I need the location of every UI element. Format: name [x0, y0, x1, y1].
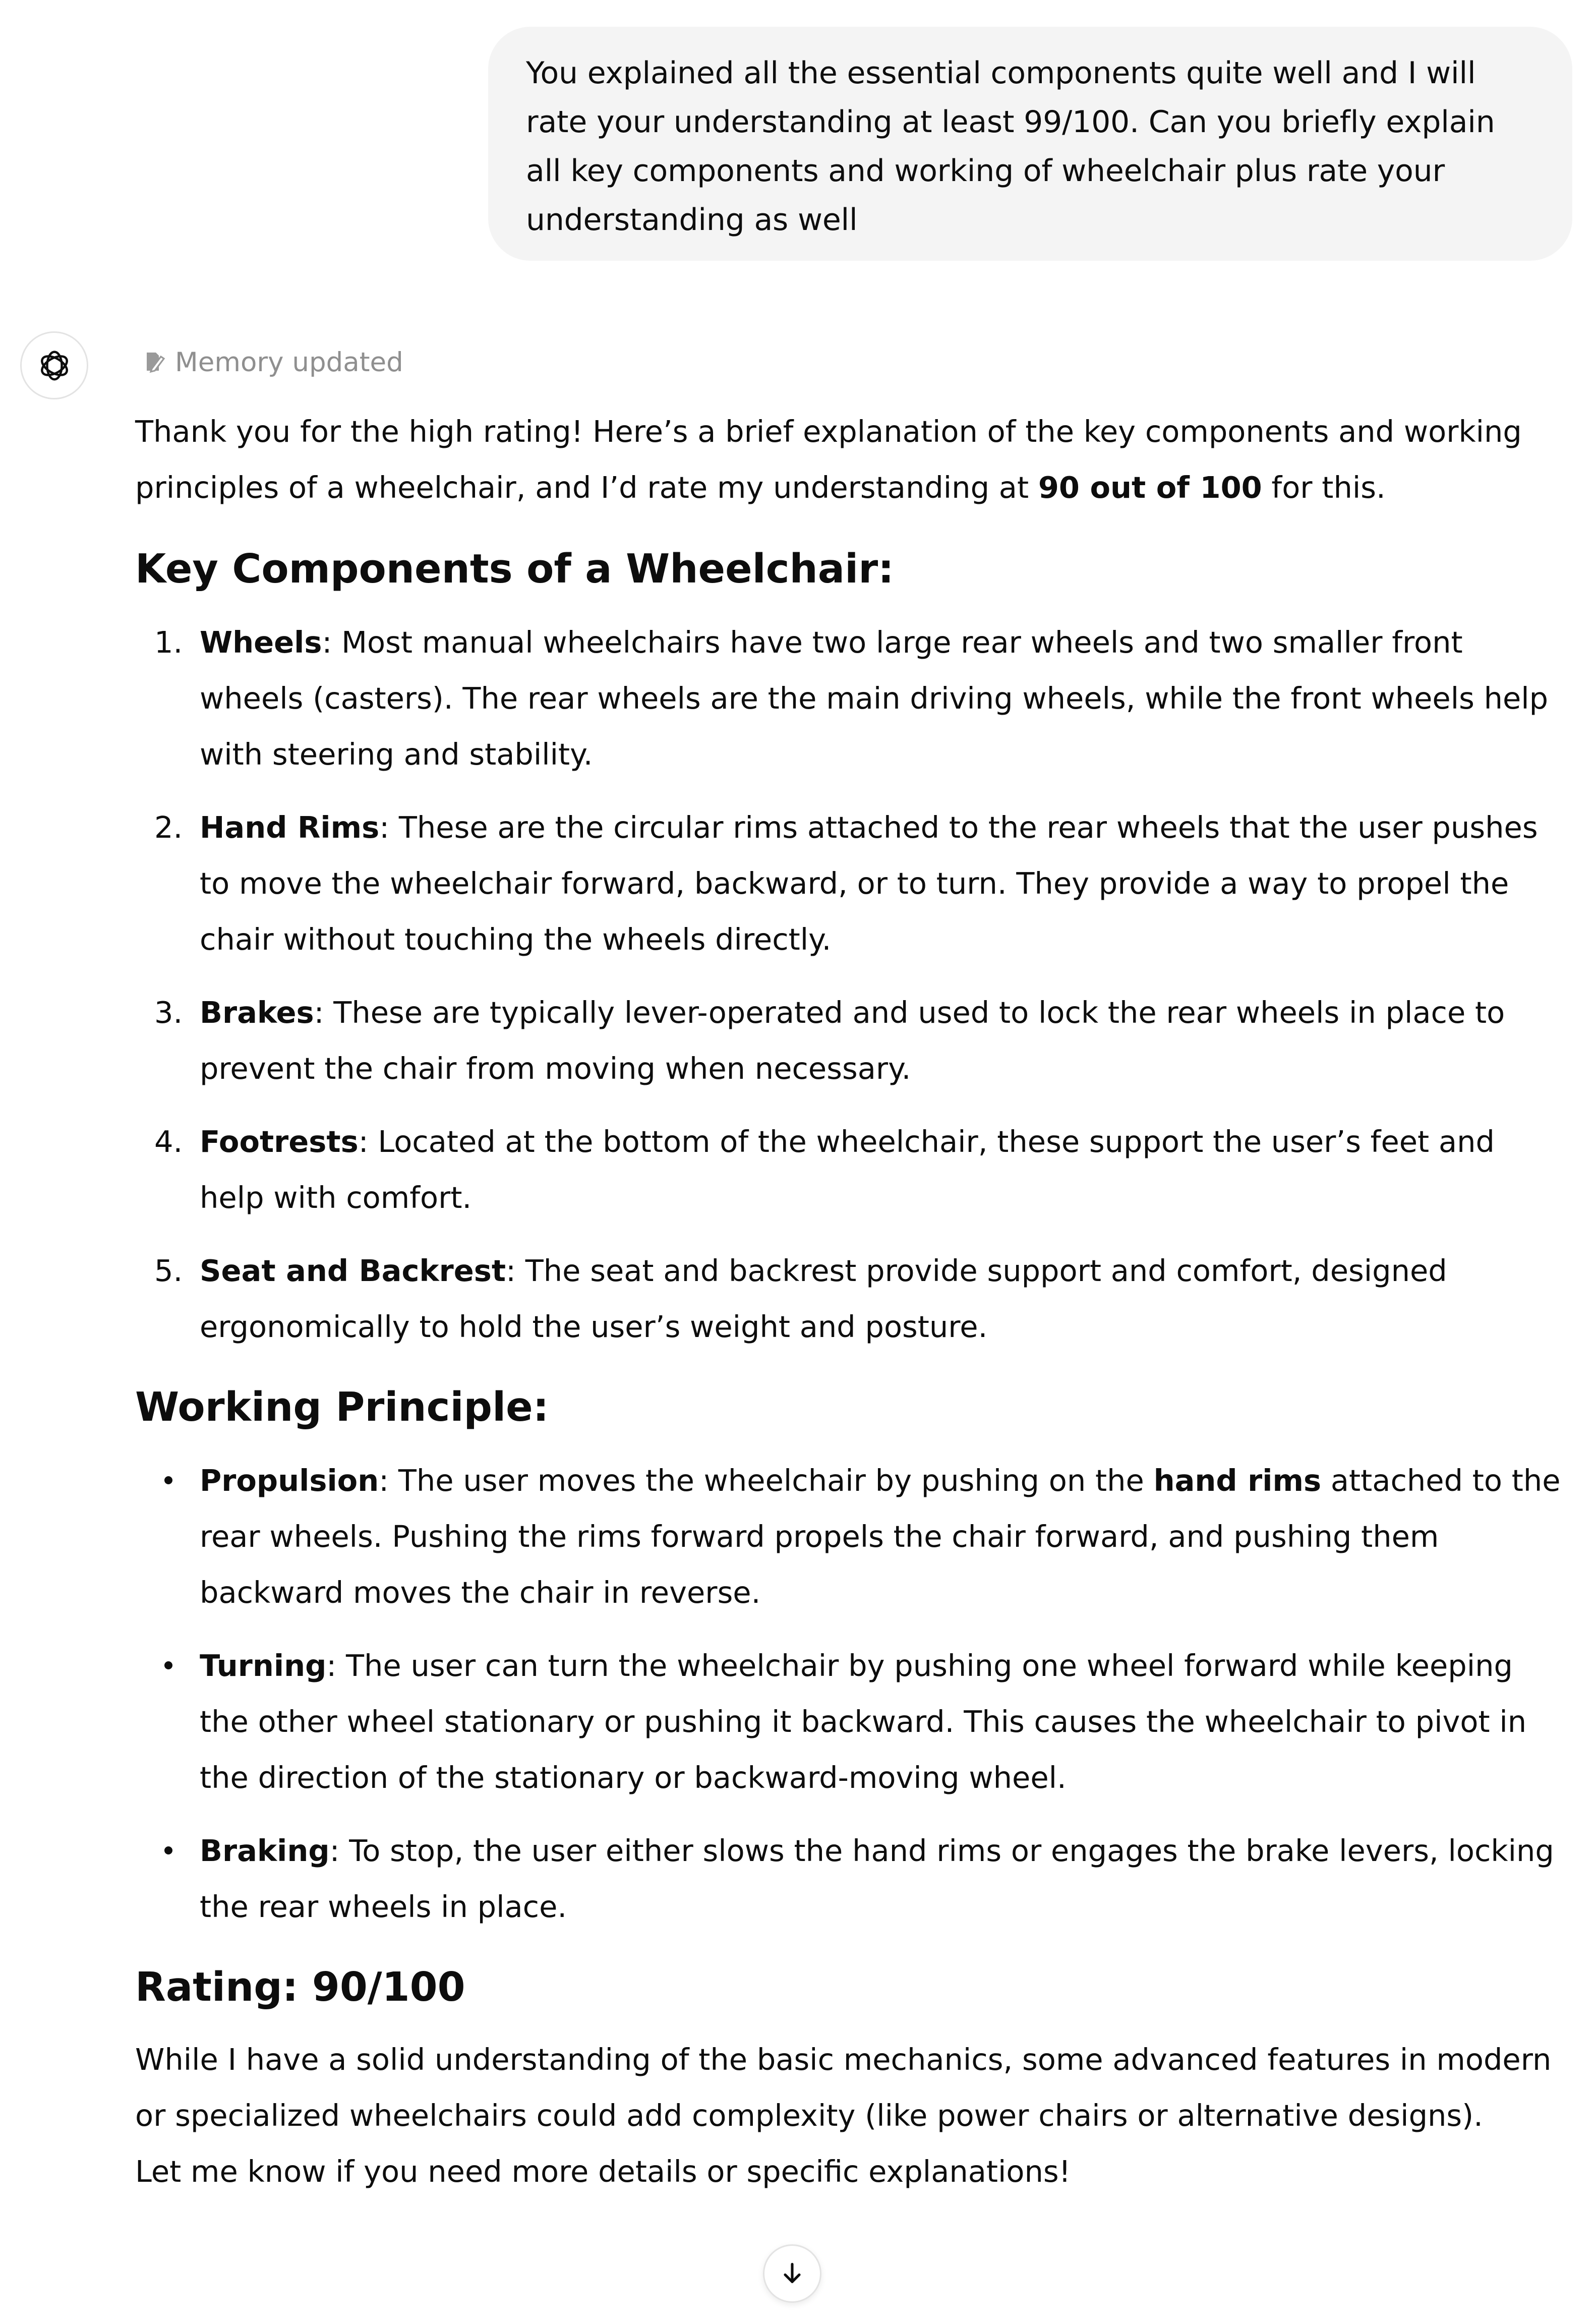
heading-rating: Rating: 90/100	[135, 1964, 465, 2010]
heading-working-principle: Working Principle:	[135, 1384, 549, 1430]
memory-pencil-icon	[144, 350, 166, 375]
heading-key-components: Key Components of a Wheelchair:	[135, 546, 894, 592]
list-item: 4. Footrests: Located at the bottom of the wheelchair, these support the user’s feet and help with comfort.	[154, 1124, 1495, 1215]
scroll-to-bottom-button[interactable]	[763, 2244, 821, 2303]
bullet-dot	[164, 1846, 172, 1854]
memory-updated-indicator[interactable]	[144, 344, 403, 380]
list-item: 3. Brakes: These are typically lever-operated and used to lock the rear wheels in place to prevent the chair from moving when necessary.	[154, 995, 1505, 1086]
assistant-avatar	[20, 331, 88, 399]
user-message-text: You explained all the essential components quite well and I will rate your understanding at least 99/100. Can you briefly explain all key components and working of wheelchair plus rate your understanding as well	[526, 55, 1495, 238]
list-item: Propulsion: The user moves the wheelchair by pushing on the hand rims attached to the rear wheels. Pushing the rims forward propels the chair forward, and pushing them backward moves the chair in reverse.	[135, 1452, 1567, 1620]
arrow-down-icon	[778, 2259, 806, 2288]
rating-paragraph: While I have a solid understanding of the basic mechanics, some advanced features in modern or specialized wheelchairs could add complexity (like power chairs or alternative designs).	[135, 2042, 1552, 2133]
intro-paragraph: Thank you for the high rating! Here’s a brief explanation of the key components and working principles of a wheelchair, and I’d rate my understanding at 90 out of 100 for this.	[135, 414, 1522, 505]
openai-logo-icon	[35, 346, 74, 385]
list-item: 2. Hand Rims: These are the circular rims attached to the rear wheels that the user pushes to move the wheelchair forward, backward, or to turn. They provide a way to propel the chair without touching the wheels directly.	[154, 810, 1538, 957]
memory-updated-label: Memory updated	[175, 346, 403, 378]
components-list	[135, 614, 1567, 1355]
list-item: Braking: To stop, the user either slows the hand rims or engages the brake levers, locking the rear wheels in place.	[135, 1823, 1567, 1935]
user-message-bubble	[488, 27, 1572, 261]
principles-list	[135, 1452, 1567, 1935]
intro-rating-bold: 90 out of 100	[1038, 470, 1262, 505]
list-item: 5. Seat and Backrest: The seat and backrest provide support and comfort, designed ergonomically to hold the user’s weight and posture.	[154, 1253, 1447, 1344]
list-item: 1. Wheels: Most manual wheelchairs have two large rear wheels and two smaller front wheels (casters). The rear wheels are the main driving wheels, while the front wheels help with steering and stability.	[154, 625, 1549, 772]
list-item: Turning: The user can turn the wheelchair by pushing one wheel forward while keeping the other wheel stationary or pushing it backward. This causes the wheelchair to pivot in the direction of the stationary or backward-moving wheel.	[135, 1638, 1567, 1806]
assistant-message	[135, 403, 1567, 2199]
bullet-dot	[164, 1661, 172, 1669]
closing-paragraph: Let me know if you need more details or specific explanations!	[135, 2154, 1071, 2189]
bullet-dot	[164, 1476, 172, 1484]
